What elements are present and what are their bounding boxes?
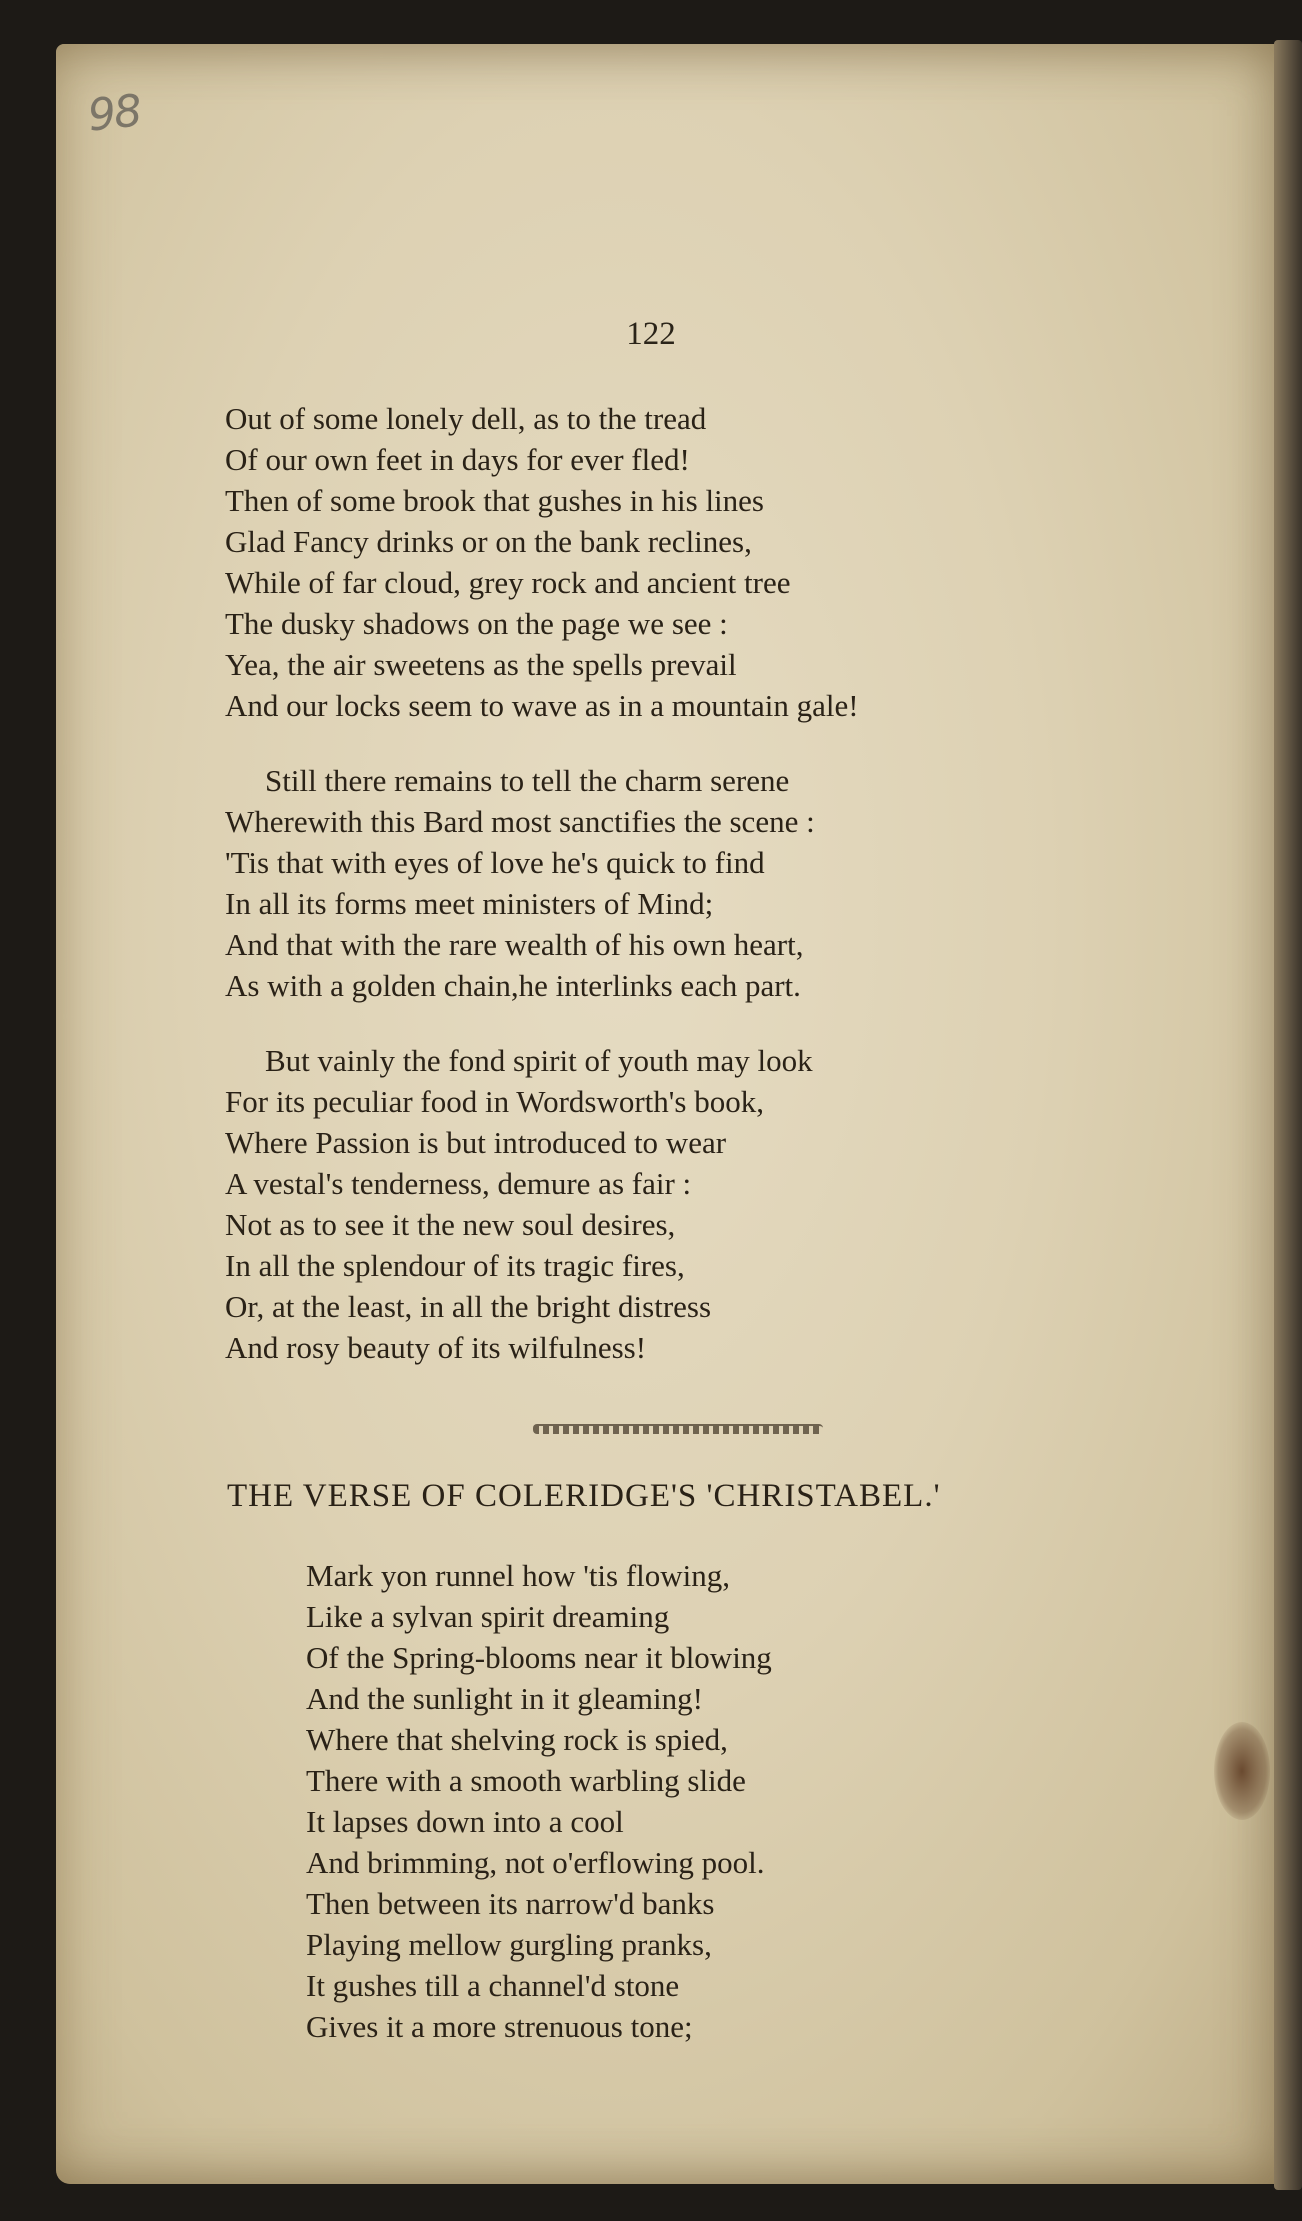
- verse-line: Mark yon runnel how 'tis flowing,: [306, 1558, 731, 1593]
- stanza-1: [225, 398, 859, 726]
- pencil-note: 98: [85, 85, 143, 142]
- verse-line: Not as to see it the new soul desires,: [225, 1207, 676, 1242]
- verse-line: As with a golden chain,he interlinks each part.: [225, 968, 801, 1003]
- verse-line: For its peculiar food in Wordsworth's book,: [225, 1084, 764, 1119]
- verse-line: Glad Fancy drinks or on the bank reclines,: [225, 524, 752, 559]
- verse-line: Of the Spring-blooms near it blowing: [306, 1640, 772, 1675]
- verse-line: Playing mellow gurgling pranks,: [306, 1927, 712, 1962]
- verse-line: Wherewith this Bard most sanctifies the scene :: [225, 804, 815, 839]
- verse-line: A vestal's tenderness, demure as fair :: [225, 1166, 692, 1201]
- verse-line: And rosy beauty of its wilfulness!: [225, 1330, 647, 1365]
- stanza-3: [225, 1040, 813, 1368]
- verse-line: 'Tis that with eyes of love he's quick to find: [225, 845, 765, 880]
- page-number: 122: [626, 316, 676, 352]
- section-heading: THE VERSE OF COLERIDGE'S 'CHRISTABEL.': [227, 1478, 941, 1514]
- section-divider: [533, 1424, 823, 1434]
- verse-line: Still there remains to tell the charm serene: [265, 763, 790, 798]
- verse-line: And brimming, not o'erflowing pool.: [306, 1845, 765, 1880]
- verse-line: It gushes till a channel'd stone: [306, 1968, 680, 2003]
- verse-line: Yea, the air sweetens as the spells prevail: [225, 647, 737, 682]
- verse-line: Gives it a more strenuous tone;: [306, 2009, 693, 2044]
- verse-line: Then between its narrow'd banks: [306, 1886, 715, 1921]
- book-spine: [1274, 40, 1302, 2190]
- verse-line: It lapses down into a cool: [306, 1804, 624, 1839]
- verse-line: Of our own feet in days for ever fled!: [225, 442, 690, 477]
- verse-line: And our locks seem to wave as in a mountain gale!: [225, 688, 859, 723]
- verse-line: And the sunlight in it gleaming!: [306, 1681, 703, 1716]
- verse-line: Or, at the least, in all the bright distress: [225, 1289, 712, 1324]
- christabel-poem: [306, 1555, 772, 2047]
- verse-line: And that with the rare wealth of his own heart,: [225, 927, 804, 962]
- verse-line: In all the splendour of its tragic fires,: [225, 1248, 685, 1283]
- verse-line: But vainly the fond spirit of youth may look: [265, 1043, 813, 1078]
- verse-line: Where Passion is but introduced to wear: [225, 1125, 727, 1160]
- verse-line: There with a smooth warbling slide: [306, 1763, 746, 1798]
- stanza-2: [225, 760, 815, 1006]
- verse-line: Where that shelving rock is spied,: [306, 1722, 728, 1757]
- verse-line: Then of some brook that gushes in his lines: [225, 483, 764, 518]
- verse-line: Out of some lonely dell, as to the tread: [225, 401, 707, 436]
- verse-line: While of far cloud, grey rock and ancient tree: [225, 565, 791, 600]
- verse-line: The dusky shadows on the page we see :: [225, 606, 728, 641]
- verse-line: In all its forms meet ministers of Mind;: [225, 886, 714, 921]
- verse-line: Like a sylvan spirit dreaming: [306, 1599, 670, 1634]
- page-stain: [1214, 1722, 1270, 1820]
